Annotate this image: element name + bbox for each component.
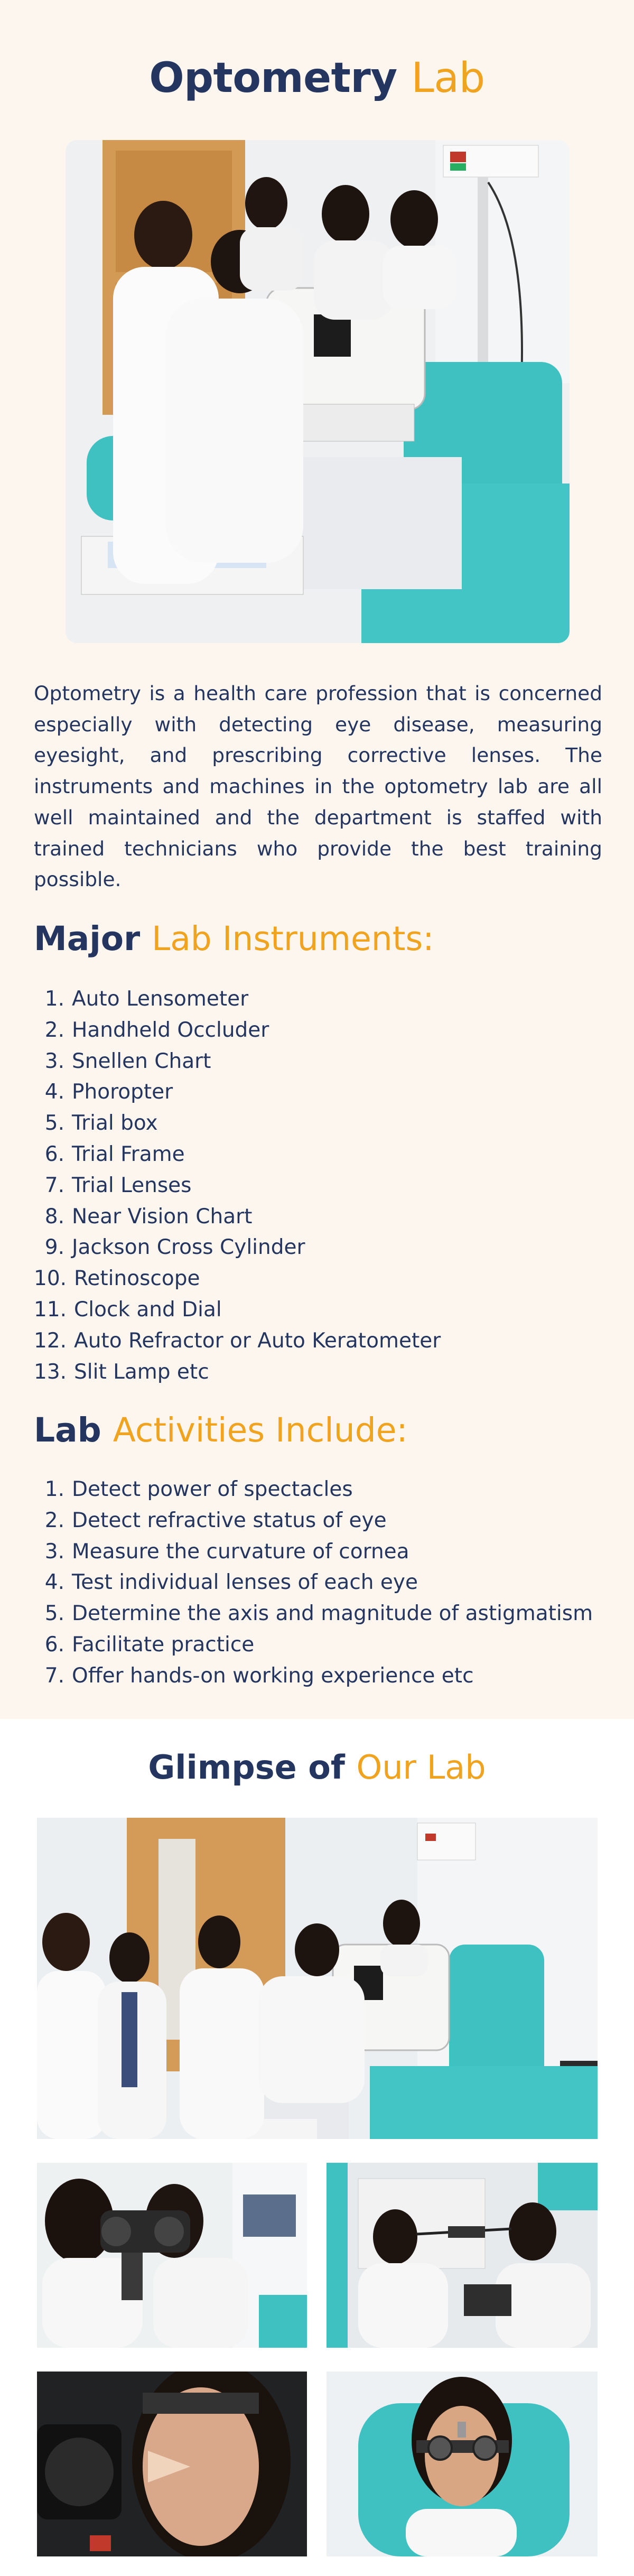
activities-heading-main: Lab	[34, 1411, 101, 1449]
gallery-title-accent: Our Lab	[356, 1748, 486, 1787]
list-item: 3. Measure the curvature of cornea	[44, 1539, 409, 1564]
instruments-heading-accent: Lab Instruments:	[152, 919, 434, 958]
list-item: 6. Facilitate practice	[44, 1632, 255, 1657]
list-item: 8. Near Vision Chart	[44, 1204, 253, 1229]
list-item: 2. Detect refractive status of eye	[44, 1508, 387, 1532]
list-item: 5. Determine the axis and magnitude of astigmatism	[44, 1602, 593, 1626]
list-item: 7. Offer hands-on working experience etc	[44, 1663, 474, 1688]
activities-list	[34, 1474, 615, 1692]
page-title	[0, 52, 634, 105]
instruments-heading-main: Major	[34, 919, 141, 958]
instruments-list	[34, 984, 615, 1388]
page-title-accent: Lab	[411, 54, 485, 102]
list-item: 1. Detect power of spectacles	[44, 1477, 353, 1501]
list-item: 1. Auto Lensometer	[44, 987, 249, 1011]
list-item: 13. Slit Lamp etc	[34, 1360, 209, 1384]
instruments-heading	[34, 918, 434, 960]
list-item: 9. Jackson Cross Cylinder	[44, 1235, 305, 1260]
gallery-photo-group[interactable]	[37, 1818, 598, 2139]
list-item: 12. Auto Refractor or Auto Keratometer	[34, 1328, 441, 1353]
gallery-photo-trial-frame[interactable]	[327, 2372, 598, 2556]
page-title-main: Optometry	[149, 54, 397, 102]
list-item: 2. Handheld Occluder	[44, 1018, 269, 1042]
list-item: 3. Snellen Chart	[44, 1049, 211, 1073]
list-item: 4. Phoropter	[44, 1080, 173, 1104]
gallery-title-main: Glimpse of	[148, 1748, 345, 1787]
activities-heading	[34, 1409, 408, 1452]
list-item: 6. Trial Frame	[44, 1142, 185, 1166]
list-item: 5. Trial box	[44, 1111, 158, 1136]
activities-heading-accent: Activities Include:	[113, 1411, 408, 1449]
gallery-title	[0, 1746, 634, 1789]
gallery-photo-retinoscopy[interactable]	[327, 2163, 598, 2348]
list-item: 7. Trial Lenses	[44, 1173, 192, 1197]
hero-lab-photo	[66, 140, 570, 643]
list-item: 10. Retinoscope	[34, 1267, 200, 1291]
gallery-photo-slit-lamp[interactable]	[37, 2372, 307, 2556]
gallery-photo-phoropter[interactable]	[37, 2163, 307, 2348]
intro-paragraph: Optometry is a health care profession that is concerned especially with detecting eye disease, measuring eyesight, and prescribing corrective lenses. The instruments and machines in the optometry lab are all well maintained and the department is staffed with trained technicians who provide the best training possible.	[34, 682, 602, 891]
list-item: 11. Clock and Dial	[34, 1297, 222, 1322]
list-item: 4. Test individual lenses of each eye	[44, 1570, 418, 1595]
